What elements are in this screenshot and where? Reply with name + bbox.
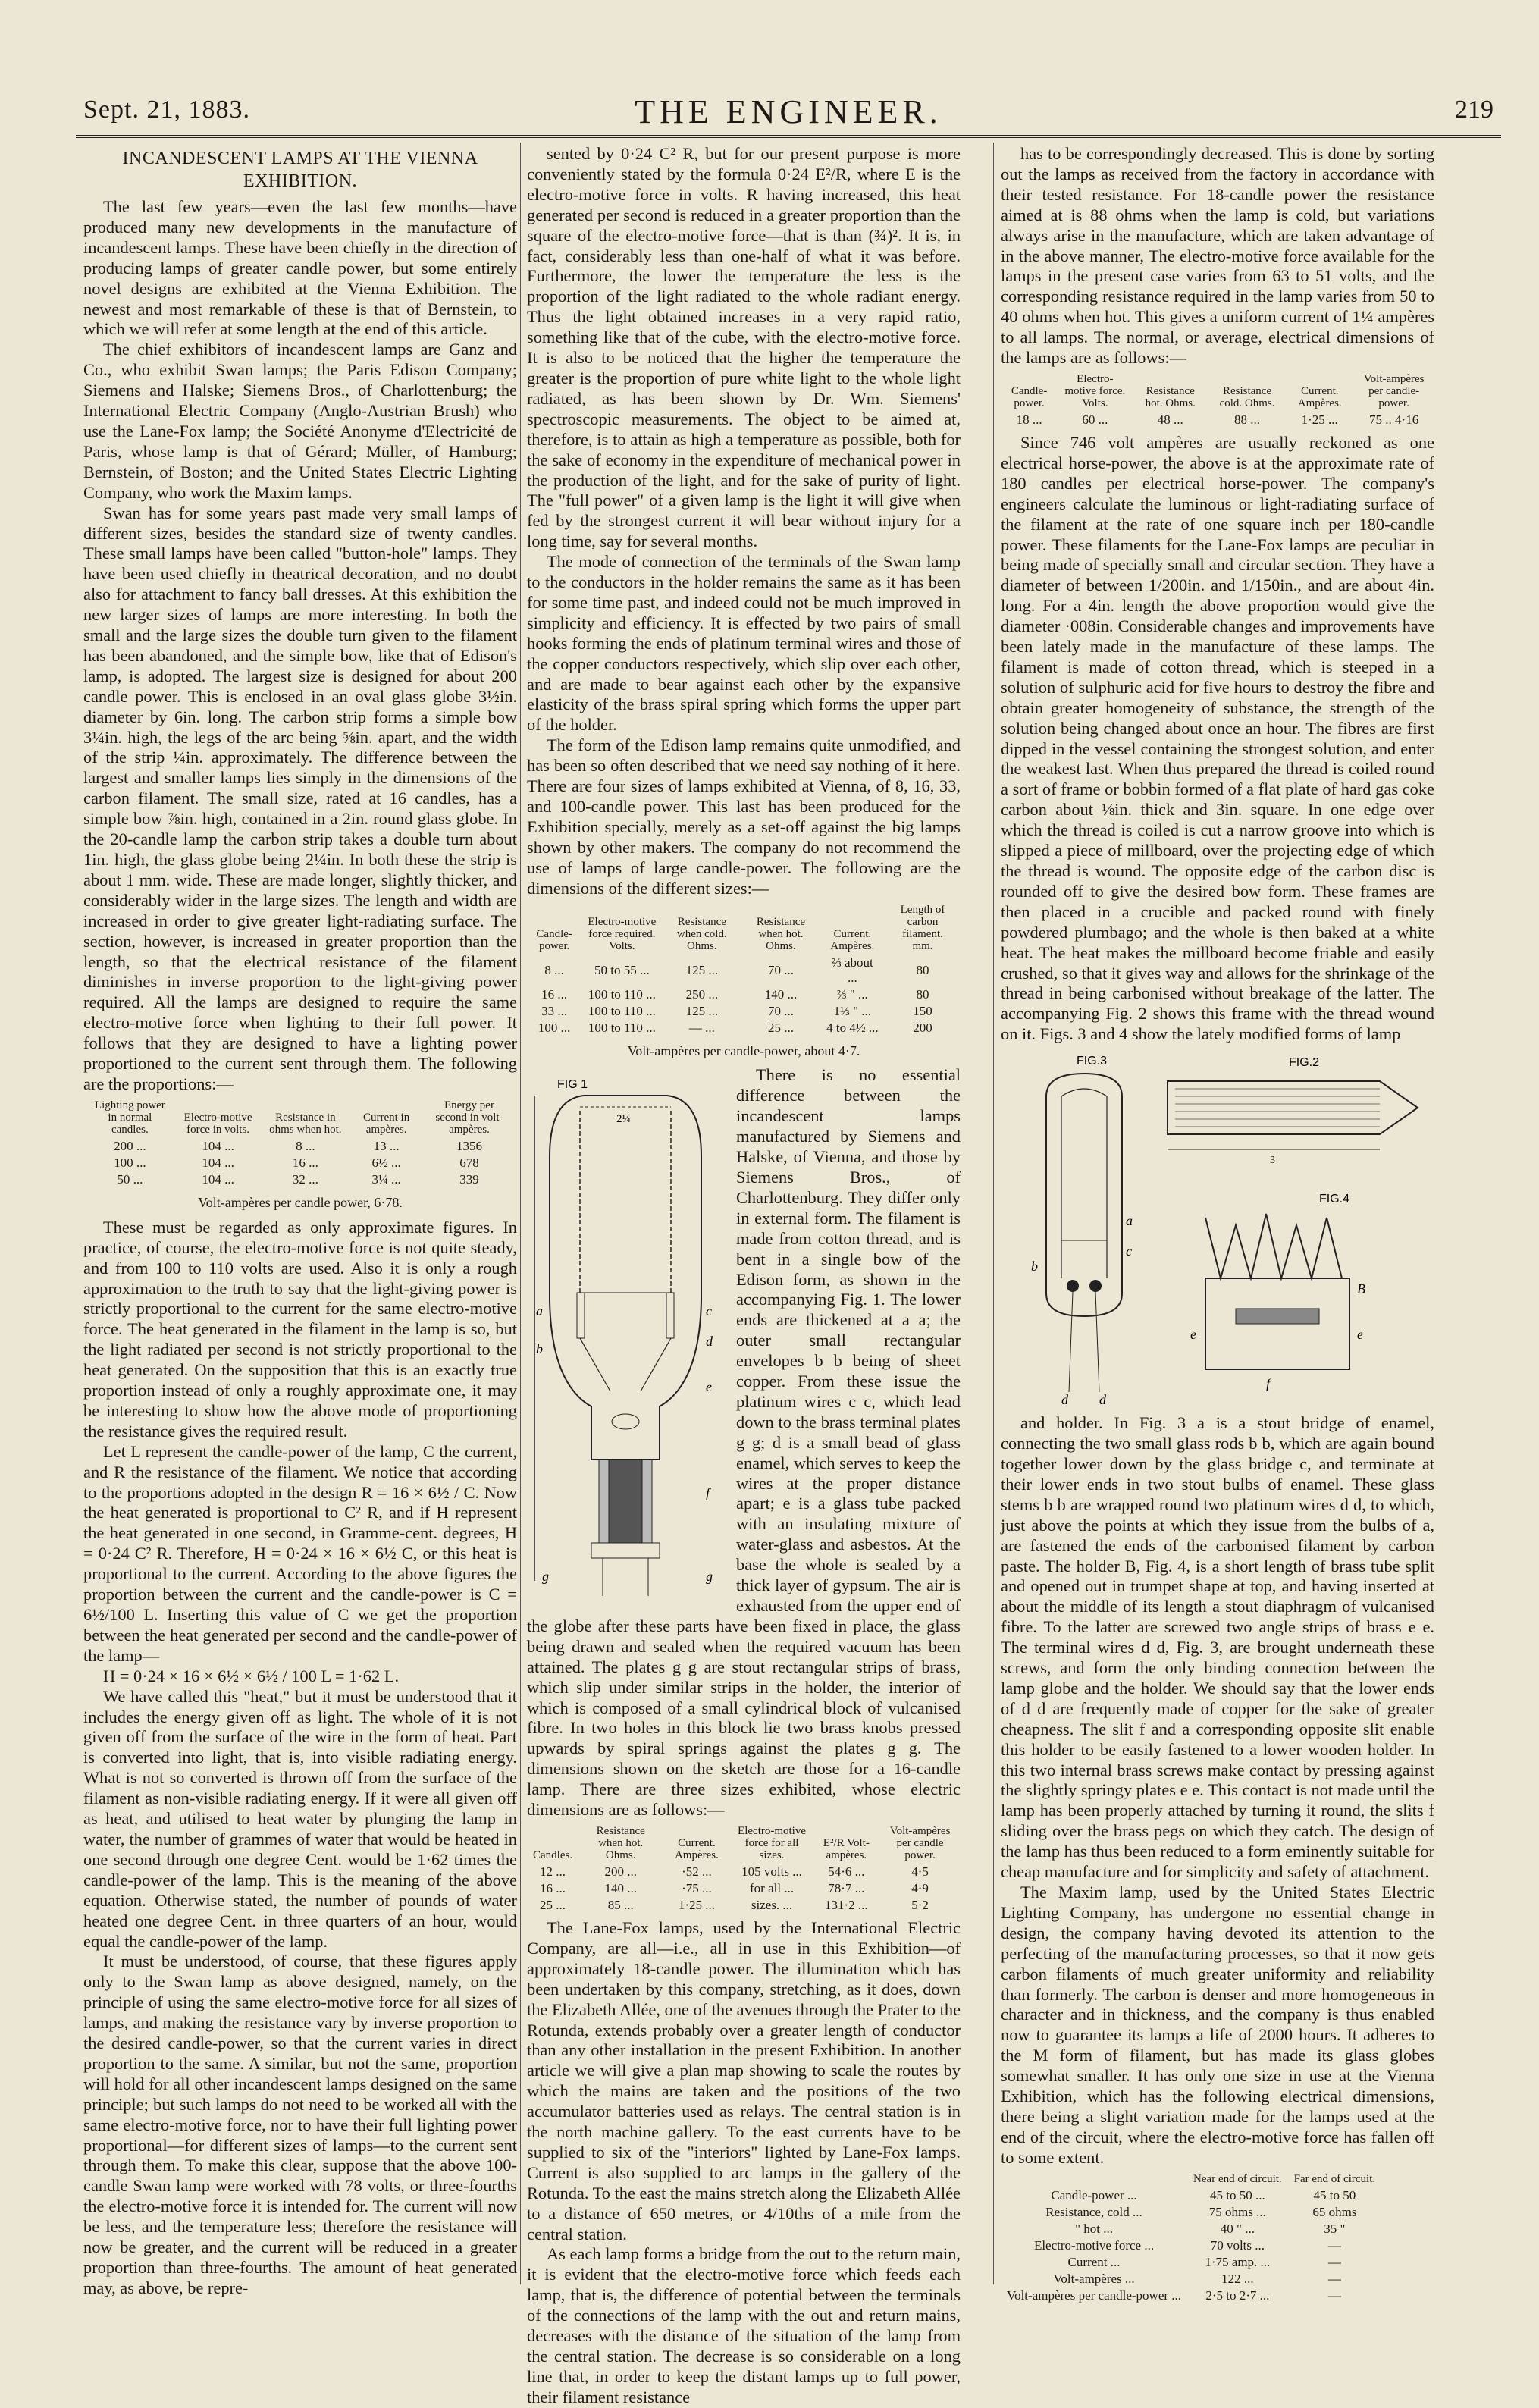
table-cell: 16 ...	[540, 1880, 566, 1895]
table-cell: 104 ...	[202, 1171, 234, 1187]
filament	[580, 1111, 671, 1293]
table-cell: 1·25 ...	[678, 1897, 715, 1912]
table-cell: —	[1327, 2287, 1341, 2303]
figures-2-3-4	[1001, 1051, 1434, 1407]
dimension-label: 2¼	[616, 1113, 631, 1126]
table-row	[83, 1155, 517, 1171]
paragraph: The chief exhibitors of incandescent lamps are Ganz and Co., who exhibit Swan lamps; the Paris Edison Company; Siemens and Halske; Siemens Bros., of Charlottenburg; the International Electric Company (Anglo-Austrian Brush) who use the Lane-Fox lamp; the Société Anonyme d'Electricité de Paris, whose lamp is that of Gérard; Müller, of Hamburg; Bernstein, of Boston; and the United States Electric Lighting Company, who work the Maxim lamps.	[83, 340, 517, 502]
table-cell: ⅔ " ...	[836, 986, 868, 1002]
table-header: Electro-motive force in volts.	[183, 1111, 252, 1136]
paragraph: We have called this "heat," but it must be understood that it includes the energy given off as light. The whole of it is not given off from the surface of the wire in the form of heat. Part is converted into light, that is, into visible radiating energy. What is not so converted is thrown off from the surface of the filament as non-visible radiating energy. If it were all given off as heat, and utilised to heat water by plunging the lamp in water, the number of grammes of water that would be heated in one second through one degree Cent. would be 1·62 times the candle-power of the lamp. This is the meaning of the above equation. Otherwise stated, the number of pounds of water heated one degree Cent. in three quarters of an hour, would equal the candle-power of the lamp.	[83, 1686, 517, 1951]
table-header: Far end of circuit.	[1293, 2172, 1376, 2185]
table-note: Volt-ampères per candle power, 6·78.	[198, 1194, 403, 1210]
table-cell: 104 ...	[202, 1155, 234, 1170]
maxim-table	[1001, 2173, 1381, 2304]
table-row	[1001, 2221, 1381, 2237]
paragraph: Since 746 volt ampères are usually reckoned as one electrical horse-power, the above is at the approximate rate of 180 candles per electrical horse-power. The company's engineers calculate the luminous or light-radiating surface of the filament at the rate of one square inch per 180-candle power. These filaments for the Lane-Fox lamps are peculiar in being made of specially small and circular section. They have a diameter of between 1/200in. and 1/150in., and are about 4in. long. For a 4in. length the above proportion would give the diameter ·008in. Considerable changes and improvements have been lately made in the manufacture of these lamps. The filament is made of cotton thread, which is steeped in a solution of sulphuric acid for five hours to destroy the fibre and obtain greater homogeneity of substance, the strength of the solution being changed about once an hour. The fibres are first dipped in the vessel containing the strongest solution, and enter the weakest last. When thus prepared the thread is coiled round a sort of frame or bobbin formed of a flat plate of hard gas coke carbon about ⅛in. thick and 3in. square. In one edge over which the thread is coiled is cut a narrow groove into which is slipped a piece of millboard, over the projecting edge of which the thread is wound. The opposite edge of the carbon disc is rounded off to give the desired bow form. These frames are then placed in a crucible and packed round with finely powdered plumbago; and the whole is then baked at a white heat. The heat makes the millboard become friable and easily crushed, so that it gives way and allows for the shrinkage of the thread in being carbonised without breakage of the latter. The accompanying Fig. 2 shows this frame with the thread wound on it. Figs. 3 and 4 show the lately modified forms of lamp	[1001, 432, 1434, 1044]
table-row	[527, 1897, 961, 1914]
table-cell: 25 ...	[540, 1897, 566, 1912]
table-cell: 150	[913, 1003, 932, 1018]
table-cell: 75 .. 4·16	[1369, 412, 1419, 427]
table-cell: 40 " ...	[1220, 2221, 1255, 2236]
glass-bead-d	[612, 1414, 639, 1429]
figure-caption: FIG.4	[1319, 1193, 1350, 1206]
column-divider	[993, 143, 994, 2284]
table-row	[1001, 2271, 1381, 2287]
paragraph: The Maxim lamp, used by the United States Electric Lighting Company, has undergone no essential change in design, the company having devoted its attention to the perfecting of the manufacturing processes, so that it now gets carbon filaments of much greater uniformity and reliability than formerly. The carbon is denser and more homogeneous in character and in thickness, and the company is thus enabled now to guarantee its lamps a life of 2000 hours. It adheres to the M form of filament, but has made its glass globes somewhat smaller. It has only one size in use at the Vienna Exhibition, which has the following electrical dimensions, there being a slight variation made for the lamps used at the end of the circuit, where the electro-motive force has fallen off to some extent.	[1001, 1883, 1434, 2167]
table-header: Volt-ampères per candle-power.	[1363, 372, 1425, 409]
table-cell: 200 ...	[604, 1864, 637, 1879]
table-cell: 2·5 to 2·7 ...	[1205, 2287, 1270, 2303]
table-header: Current in ampères.	[362, 1111, 410, 1136]
table-row	[83, 1138, 517, 1155]
table-header: Volt-ampères per candle power.	[889, 1824, 951, 1861]
table-cell: sizes. ...	[751, 1897, 793, 1912]
table-cell: ·52 ...	[682, 1864, 712, 1879]
table-cell: 1·75 amp. ...	[1205, 2254, 1271, 2269]
journal-title: THE ENGINEER.	[635, 93, 942, 130]
table-row	[1001, 2237, 1381, 2254]
paragraph: Let L represent the candle-power of the lamp, C the current, and R the resistance of the filament. We notice that according to the proportions adopted in the design R = 16 × 6½ / C. Now the heat generated is proportional to C² R, and if H represent the heat generated in one second, in Gramme-cent. degrees, H = 0·24 C² R. Therefore, H = 0·24 × 16 × 6½ C, or this heat is proportional to the current. According to the above figures the proportion between the current and the candle-power is C = 6½/100 L. Inserting this value of C we get the proportion between the heat generated per second and the candle-power of the lamp—	[83, 1441, 517, 1665]
table-cell: Electro-motive force ...	[1033, 2237, 1155, 2253]
table-row	[527, 1880, 961, 1897]
table-header: Current. Ampères.	[674, 1836, 719, 1861]
table-row	[527, 1003, 961, 1020]
table-cell: 50 ...	[117, 1171, 143, 1187]
column-2	[527, 144, 961, 2406]
table-cell: 200 ...	[114, 1138, 146, 1153]
fig3-wire-d	[1069, 1292, 1073, 1392]
label-g: g	[706, 1569, 713, 1585]
label-d: d	[706, 1334, 713, 1350]
table-cell: 80	[916, 962, 929, 977]
figure-1-lamp	[527, 1065, 726, 1611]
column-3	[1001, 144, 1434, 2303]
fig3-wire-d	[1095, 1292, 1099, 1392]
column-divider	[520, 143, 521, 2284]
table-cell: 32 ...	[292, 1171, 318, 1187]
article-title: INCANDESCENT LAMPS AT THE VIENNA EXHIBITION.	[122, 149, 478, 191]
table-row	[527, 1020, 961, 1036]
table-cell: Current ...	[1067, 2254, 1121, 2269]
table-cell: 25 ...	[767, 1020, 794, 1035]
fig3-bulb	[1089, 1280, 1102, 1292]
table-cell: 8 ...	[296, 1138, 315, 1153]
siemens-table	[527, 1825, 961, 1914]
issue-date: Sept. 21, 1883.	[83, 96, 250, 124]
label-f: f	[706, 1485, 710, 1501]
table-row	[527, 955, 961, 986]
table-cell: 75 ohms ...	[1208, 2204, 1266, 2219]
fig3-bulb	[1067, 1280, 1079, 1292]
label-b: b	[1031, 1259, 1038, 1275]
edison-table	[527, 904, 961, 1036]
table-cell: Volt-ampères per candle-power ...	[1007, 2287, 1182, 2303]
column-1	[83, 144, 517, 2297]
dimension-label: 3	[1270, 1155, 1275, 1167]
paragraph-group	[1001, 433, 1434, 1045]
table-cell: — ...	[688, 1020, 715, 1035]
label-b: b	[536, 1341, 543, 1357]
table-cell: for all ...	[750, 1880, 795, 1895]
table-row	[1001, 2254, 1381, 2271]
label-a: a	[536, 1303, 543, 1319]
platinum-wires	[580, 1338, 671, 1391]
table-row	[83, 1171, 517, 1188]
table-cell: 140 ...	[604, 1880, 637, 1895]
table-cell: 4·5	[911, 1864, 929, 1879]
table-cell: 70 volts ...	[1210, 2237, 1265, 2253]
table-row	[527, 986, 961, 1003]
table-cell: 125 ...	[685, 1003, 719, 1018]
label-B: B	[1357, 1281, 1365, 1297]
paragraph: has to be correspondingly decreased. This is done by sorting out the lamps as received from the factory in accordance with their tested resistance. For 18-candle power the resistance aimed at is 88 ohms when the lamp is cold, but variations always arise in the manufacture, which are taken advantage of in the above manner, The electro-motive force available for the lamps in the present case varies from 63 to 51 volts, and the corresponding resistance required in the lamp varies from 50 to 40 ohms when hot. This gives a uniform current of 1¼ ampères to all lamps. The normal, or average, electrical dimensions of the lamps are as follows:—	[1001, 144, 1434, 368]
table-header: Energy per second in volt-ampères.	[435, 1099, 503, 1136]
table-cell: 70 ...	[767, 1003, 794, 1018]
table-cell: Candle-power ...	[1051, 2187, 1137, 2203]
table-cell: Volt-ampères ...	[1053, 2271, 1135, 2286]
paragraph: The form of the Edison lamp remains quite unmodified, and has been so often described that we need say nothing of it here. There are four sizes of lamps exhibited at Vienna, of 8, 16, 33, and 100-candle power. This last has been produced for the Exhibition specially, merely as a set-off against the big lamps shown by other makers. The company do not recommend the use of lamps of large candle-power. The following are the dimensions of the different sizes:—	[527, 735, 961, 898]
table-header: Current. Ampères.	[830, 927, 875, 952]
terminal-plates	[591, 1543, 660, 1558]
paragraph-group	[527, 1918, 961, 2408]
paragraph: The last few years—even the last few months—have produced many new developments in the manufacture of incandescent lamps. These have been chiefly in the direction of producing lamps of greater candle power, but some entirely novel designs are exhibited at the Vienna Exhibition. The newest and most remarkable of these is that of Bernstein, to which we will refer at some length at the end of this article.	[83, 197, 517, 339]
paragraph: sented by 0·24 C² R, but for our present purpose is more conveniently stated by the formula 0·24 E²/R, where E is the electro-motive force in volts. R having increased, this heat generated per second is reduced in a greater proportion than the square of the electro-motive force—that is than (¾)². It is, in fact, considerably less than one-half of what it was before. Furthermore, the lower the temperature the less is the proportion of the light radiated to the whole radiant energy. Thus the light obtained increases in a very rapid ratio, something like that of the cube, with the electro-motive force. It is also to be noticed that the higher the temperature the greater is the proportion of pure white light to the whole light radiated, as has been shown by Dr. Wm. Siemens' spectroscopic measurements. The object to be aimed at, therefore, is to attain as high a temperature as possible, both for the sake of economy in the expenditure of mechanical power in the production of the light, and for the sake of purity of light. The "full power" of a given lamp is the light it will give when fed by the strongest current it will bear without injury for a long time, say for several months.	[527, 144, 961, 551]
table-header: Resistance in ohms when hot.	[269, 1111, 342, 1136]
table-cell: 100 to 110 ...	[588, 1020, 656, 1035]
table-header: Candle-power.	[536, 927, 572, 952]
table-cell: —	[1327, 2254, 1341, 2269]
table-cell: 1356	[456, 1138, 482, 1153]
paragraph-group	[527, 144, 961, 899]
envelope-b	[577, 1293, 585, 1338]
label-g: g	[542, 1569, 549, 1585]
table-cell: 48 ...	[1157, 412, 1183, 427]
table-cell: 1⅓ " ...	[833, 1003, 872, 1018]
table-cell: 78·7 ...	[828, 1880, 865, 1895]
table-header: Resistance when hot. Ohms.	[756, 915, 806, 952]
table-header: Candle-power.	[1011, 384, 1048, 409]
table-cell: 100 to 110 ...	[588, 986, 656, 1002]
table-cell: 100 ...	[114, 1155, 146, 1170]
table-cell: 16 ...	[292, 1155, 318, 1170]
table-cell: 45 to 50	[1313, 2187, 1356, 2203]
table-cell: 12 ...	[540, 1864, 566, 1879]
fig2-thread	[1175, 1089, 1380, 1127]
fig3-globe	[1046, 1074, 1122, 1316]
table-header: E²/R Volt-ampères.	[823, 1836, 870, 1861]
table-cell: 3¼ ...	[371, 1171, 401, 1187]
table-cell: 50 to 55 ...	[594, 962, 650, 977]
paragraph: It must be understood, of course, that these figures apply only to the Swan lamp as above designed, namely, on the principle of using the same electro-motive force for all sizes of lamps, and making the resistance vary by inverse proportion to the desired candle-power, so that the current varies in direct proportion to the same. A similar, but not the same, proportion will hold for all other incandescent lamps designed on the same principle; but such lamps do not need to be worked all with the same electro-motive force, nor to have their full lighting power proportional—for different sizes of lamps—to the current sent through them. To make this clear, suppose that the above 100-candle Swan lamp were worked with 78 volts, or three-fourths the electro-motive force it is intended for. The current will now be less, and the temperature less; therefore the resistance will now be greater, and the current will be reduced in a greater proportion than three-fourths. The amount of heat generated may, as above, be repre-	[83, 1952, 517, 2297]
table-cell: 85 ...	[607, 1897, 634, 1912]
table-cell: 33 ...	[541, 1003, 568, 1018]
envelope-b	[666, 1293, 674, 1338]
fig2-carbon-frame	[1168, 1081, 1418, 1134]
table-row	[1001, 412, 1434, 428]
table-cell: 45 to 50 ...	[1209, 2187, 1265, 2203]
table-cell: 200	[913, 1020, 932, 1035]
figure-caption: FIG.2	[1289, 1056, 1320, 1070]
fig4-trumpet-top	[1205, 1214, 1342, 1278]
table-header	[1001, 2173, 1187, 2187]
table-cell: 4 to 4½ ...	[826, 1020, 879, 1035]
figure-caption: FIG 1	[557, 1078, 588, 1092]
table-cell: 104 ...	[202, 1138, 234, 1153]
table-cell: 105 volts ...	[741, 1864, 802, 1879]
label-e: e	[1190, 1327, 1196, 1343]
table-cell: —	[1327, 2271, 1341, 2286]
table-cell: 339	[459, 1171, 479, 1187]
table-row	[1001, 2287, 1381, 2304]
page-number: 219	[1455, 96, 1494, 124]
table-header: Electro-motive force required. Volts.	[588, 915, 657, 952]
paragraph: These must be regarded as only approximate figures. In practice, of course, the electro-motive force is not quite steady, and from 100 to 110 volts are used. Also it is only a rough approximation to the truth to say that the light-giving power is strictly proportional to the current for the same electro-motive force. The heat generated in the filament in the lamp is so, but the light radiated per second is not strictly proportional to the heat generated. On the supposition that this is an exactly true proportion instead of only a roughly approximate one, it may be interesting to show how the above mode of proportioning the resistance gives the required result.	[83, 1217, 517, 1441]
header-rule	[76, 135, 1501, 138]
paragraph: There is no essential difference between the incandescent lamps manufactured by Siemens and Halske, of Vienna, and those by Siemens Bros., of Charlottenburg. They differ only in external form. The filament is made from cotton thread, and is bent in a single bow of the Edison form, as shown in the accompanying Fig. 1. The lower ends are thickened at a a; the outer small rectangular envelopes b b being of sheet copper. From these issue the platinum wires c c, which lead down to the brass terminal plates g g; d is a small bead of glass enamel, which serves to keep the wires at the proper distance apart; e is a glass tube packed with an insulating mixture of water-glass and asbestos. At the base the whole is sealed by a thick layer of gypsum. The air is exhausted from the upper end of the globe after these parts have been fixed in place, the glass being drawn and sealed when the required vacuum has been attained. The plates g g are stout rectangular strips of brass, which slip under similar strips in the holder, the interior of which is composed of a small cylindrical block of vulcanised fibre. In two holes in this block lie two brass knobs pressed upwards by spiral springs against the plates g g. The dimensions shown on the sketch are those for a 16-candle lamp. There are three sizes exhibited, whose electric dimensions are as follows:—	[527, 1065, 961, 1820]
paragraph: The Lane-Fox lamps, used by the International Electric Company, are all—i.e., all in use in this Exhibition—of approximately 18-candle power. The illumination which has been undertaken by this company, stretching, as it does, down the Elizabeth Allée, one of the avenues through the Prater to the Rotunda, extends probably over a greater length of conductor than any other installation in the present Exhibition. In another article we will give a plan map showing to scale the routes by which the mains are taken and the positions of the two accumulator batteries used as relays. The central station is in the north machine gallery. To the east currents have to be supplied to six of the "interiors" lighted by Lane-Fox lamps. Current is also supplied to arc lamps in the gallery of the Rotunda. To the east the mains stretch along the Elizabeth Allée to a distance of 650 metres, or 4/10ths of a mile from the central station.	[527, 1917, 961, 2243]
table-cell: 678	[459, 1155, 479, 1170]
table-cell: 4·9	[911, 1880, 929, 1895]
paragraph: Swan has for some years past made very small lamps of different sizes, besides the standard size of twenty candles. These small lamps have been called "button-hole" lamps. They have been used chiefly in theatrical decoration, and no doubt also for attachment to fancy ball dresses. At this exhibition the new larger sizes of lamps are more interesting. In both the small and the large sizes the double turn given to the filament has been abandoned, and the simple bow, like that of Edison's lamp, is adopted. The largest size is designed for about 200 candle power. This is enclosed in an oval glass globe 3½in. diameter by 6in. long. The carbon strip forms a simple bow 3¼in. high, the legs of the arc being ⅝in. apart, and the width of the strip ¼in. approximately. The difference between the largest and smaller lamps lies simply in the dimensions of the carbon filament. The small size, rated at 16 candles, has a simple bow ⅞in. high, contained in a 2in. round glass globe. In the 20-candle lamp the carbon strip takes a double turn about 1in. high, the glass globe being 2¼in. In both these the strip is about 1 mm. wide. These are made longer, slightly thicker, and considerably wider in the large sizes. The length and width are increased in order to give greater light-radiating surface. The section, however, is increased in greater proportion than the length, so that the electrical resistance of the filament diminishes in inverse proportion to the light-giving power required. All the lamps are designed to require the same electro-motive force when lighting to their full power. It follows that they are designed to have a lighting power proportioned to the current sent through them. The following are the proportions:—	[83, 503, 517, 1093]
table-header: Resistance hot. Ohms.	[1145, 384, 1196, 409]
table-note: Volt-ampères per candle-power, about 4·7.	[627, 1043, 860, 1058]
label-d: d	[1061, 1392, 1068, 1408]
table-cell: 70 ...	[767, 962, 794, 977]
label-a: a	[1126, 1213, 1133, 1229]
table-row	[1001, 2187, 1381, 2204]
glass-tube-e	[609, 1460, 642, 1543]
table-cell: 125 ...	[685, 962, 719, 977]
table-cell: 6½ ...	[371, 1155, 401, 1170]
table-cell: 100 ...	[538, 1020, 571, 1035]
table-cell: 35 "	[1324, 2221, 1346, 2236]
figure-caption: FIG.3	[1077, 1055, 1108, 1068]
table-header: Resistance cold. Ohms.	[1219, 384, 1275, 409]
table-cell: ⅔ about ...	[831, 955, 873, 985]
table-header: Current. Ampères.	[1297, 384, 1342, 409]
glass-globe	[550, 1096, 701, 1460]
table-row	[527, 1864, 961, 1880]
table-cell: 18 ...	[1016, 412, 1042, 427]
paragraph: H = 0·24 × 16 × 6½ × 6½ / 100 L = 1·62 L.	[103, 1666, 400, 1685]
paragraph-group	[1001, 1413, 1434, 2168]
paragraph: and holder. In Fig. 3 a is a stout bridge of enamel, connecting the two small glass rods b b, which are again bound together lower down by the glass bridge c, and terminate at their lower ends in two stout bulbs of enamel. These glass stems b b are wrapped round two platinum wires d d, to which, just above the points at which they issue from the bulbs of a, are fastened the ends of the carbonised filament by carbon paste. The holder B, Fig. 4, is a short length of brass tube split and opened out in trumpet shape at top, and having inserted at about the middle of its length a stout diaphragm of vulcanised fibre. To the latter are screwed two angle strips of brass e e. The terminal wires d d, Fig. 3, are brought underneath these screws, and form the only binding connection between the lamp globe and the holder. We should say that the lower ends of d d are frequently made of copper for the sake of greater cheapness. The slit f and a corresponding opposite slit enable this holder to be easily fastened to a lower wooden holder. In this two internal brass screws make contact by pressing against the slightly springy plates e e. This contact is not made until the lamp has been properly attached by turning it round, the slits f sliding over the brass pegs on which they catch. The design of the lamp has thus been reduced to a form eminently suitable for cheap manufacture and for simplicity and safety of attachment.	[1001, 1413, 1434, 1882]
paragraph-group	[83, 1218, 517, 2299]
table-cell: 131·2 ...	[824, 1897, 868, 1912]
table-cell: 65 ohms	[1312, 2204, 1357, 2219]
label-e: e	[706, 1379, 712, 1395]
table-header: Length of carbon filament. mm.	[900, 903, 945, 952]
table-cell: 80	[916, 986, 929, 1002]
table-cell: 88 ...	[1234, 412, 1261, 427]
label-f: f	[1266, 1376, 1271, 1392]
swan-table	[83, 1099, 517, 1188]
table-header: Electro-motive force. Volts.	[1064, 372, 1126, 409]
table-cell: 1·25 ...	[1301, 412, 1338, 427]
table-cell: 8 ...	[544, 962, 564, 977]
fig3-filament	[1061, 1089, 1107, 1278]
table-cell: 54·6 ...	[828, 1864, 865, 1879]
table-row	[1001, 2204, 1381, 2221]
label-d: d	[1099, 1392, 1106, 1408]
table-cell: 100 to 110 ...	[588, 1003, 656, 1018]
table-header: Resistance when hot. Ohms.	[596, 1824, 645, 1861]
table-cell: ·75 ...	[682, 1880, 712, 1895]
table-cell: 13 ...	[373, 1138, 400, 1153]
table-header: Resistance when cold. Ohms.	[676, 915, 727, 952]
page-header	[83, 89, 1494, 135]
label-c: c	[706, 1303, 712, 1319]
table-cell: Resistance, cold ...	[1045, 2204, 1142, 2219]
table-cell: 250 ...	[685, 986, 719, 1002]
lane-fox-table	[1001, 373, 1434, 428]
paragraph-group	[83, 197, 517, 1095]
table-cell: " hot ...	[1075, 2221, 1113, 2236]
table-header: Near end of circuit.	[1193, 2172, 1282, 2185]
table-header: Electro-motive force for all sizes.	[738, 1824, 807, 1861]
table-cell: 60 ...	[1082, 412, 1108, 427]
label-e: e	[1357, 1327, 1363, 1343]
table-cell: 5·2	[911, 1897, 929, 1912]
paragraph: The mode of connection of the terminals of the Swan lamp to the conductors in the holder remains the same as it has been for some time past, and indeed could not be much improved in simplicity and efficiency. It is effected by two pairs of small hooks forming the ends of platinum terminal wires and those of the copper conductors respectively, which slip over each other, and are made to bear against each other by the expansive elasticity of the brass spiral spring which forms the upper part of the holder.	[527, 552, 961, 735]
table-cell: 16 ...	[541, 986, 568, 1002]
paragraph-group	[1001, 144, 1434, 368]
table-cell: —	[1327, 2237, 1341, 2253]
paragraph: As each lamp forms a bridge from the out to the return main, it is evident that the electro-motive force which feeds each lamp, that is, the difference of potential between the terminals of the connections of the lamp with the out and return mains, decreases with the distance of the situation of the lamp from the central station. The decrease is so considerable on a long line that, in order to keep the distant lamps up to full power, their filament resistance	[527, 2244, 961, 2406]
table-header: Candles.	[533, 1848, 573, 1861]
table-cell: 122 ...	[1221, 2271, 1254, 2286]
fig4-diaphragm	[1236, 1309, 1319, 1324]
label-c: c	[1126, 1243, 1132, 1259]
table-header: Lighting power in normal candles.	[94, 1099, 165, 1136]
table-cell: 140 ...	[764, 986, 798, 1002]
